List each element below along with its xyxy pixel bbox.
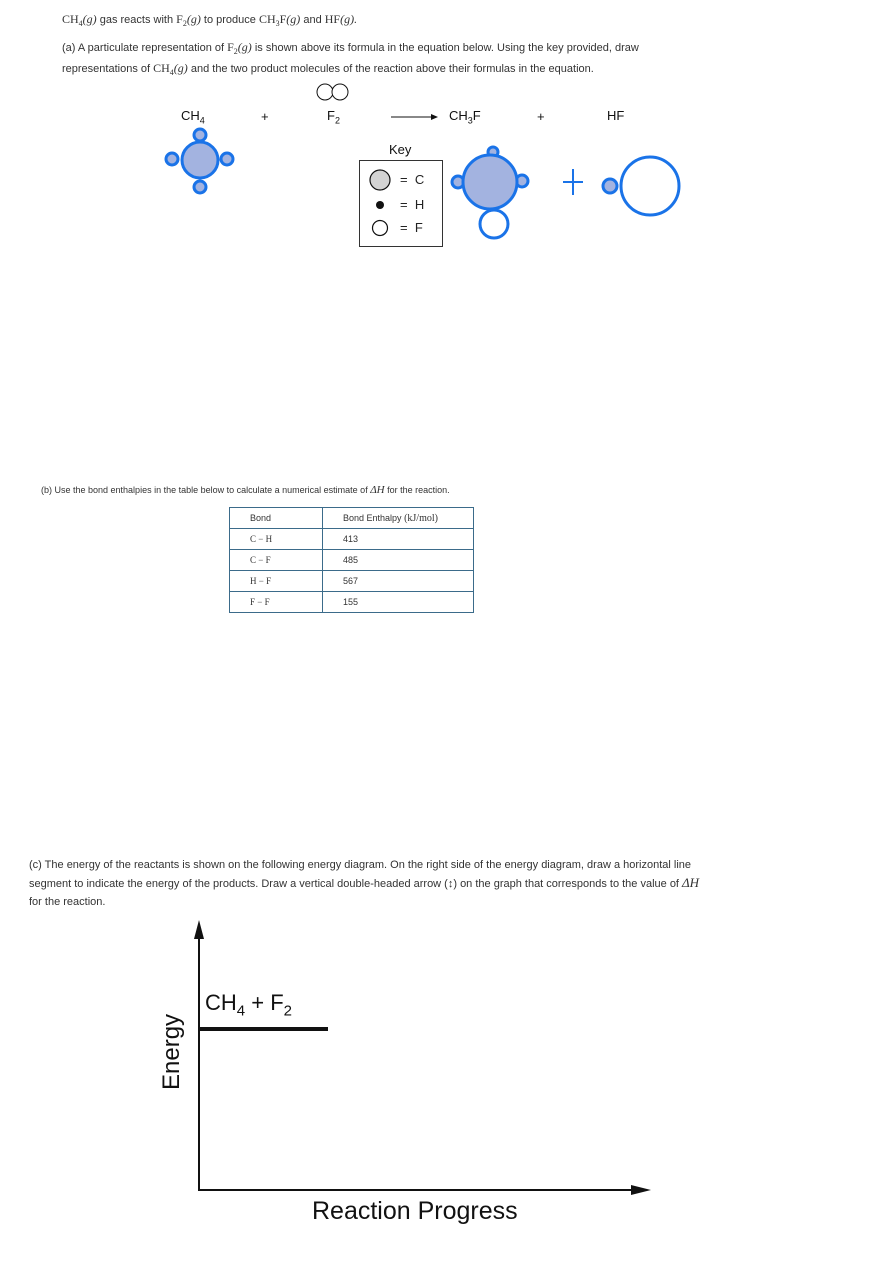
bond-enthalpy-table — [229, 507, 474, 613]
x-axis — [199, 1185, 651, 1195]
hydrogen-key-icon — [376, 201, 384, 209]
hf-drawn-molecule — [603, 157, 679, 215]
key-row-carbon: = C — [400, 172, 425, 187]
table-header-row — [230, 508, 474, 529]
part-c-prompt: (c) The energy of the reactants is shown on the following energy diagram. On the right side of the energy diagram, draw a horizontal line segment to indicate the energy of the products. Draw a vertical double-headed arrow (↕) on the graph that corresponds to the value of ΔH for the reaction. — [29, 859, 700, 908]
key-row-fluorine: = F — [400, 220, 423, 235]
reactant-label: $CH_4 + F_2$ — [205, 990, 292, 1020]
ch4-drawn-molecule — [166, 129, 233, 193]
y-axis — [194, 920, 204, 1191]
fluorine-key-icon — [373, 221, 388, 236]
carbon-key-icon — [370, 170, 390, 190]
reaction-arrow — [391, 114, 438, 120]
f2-molecule — [317, 84, 348, 100]
y-axis-label: Energy — [158, 1013, 185, 1090]
table-row: C − H 413 — [230, 529, 474, 550]
label-hf: HF — [607, 108, 625, 123]
table-row: H − F 567 — [230, 571, 474, 592]
table-row: F − F 155 — [230, 592, 474, 613]
plus-sign-1: + — [261, 109, 269, 124]
key-title: Key — [389, 142, 412, 157]
table-row: C − F 485 — [230, 550, 474, 571]
plus-sign-2: + — [537, 109, 545, 124]
header-bond: Bond — [230, 508, 323, 529]
part-a-prompt: (a) A particulate representation of $F_2(g)$ is shown above its formula in the equation below. Using the key provided, draw representations of $CH_4(g)$ and the two product molecules of the reaction above their formulas in the equation. — [62, 40, 639, 78]
label-ch3f: $CH_3F$ — [449, 108, 481, 126]
header-enthalpy: Bond Enthalpy (kJ/mol) — [323, 508, 474, 529]
handwritten-plus — [563, 169, 583, 195]
intro-sentence: $CH_4(g)$ gas reacts with $F_2(g)$ to produce $CH_3F(g)$ and HF(g). — [62, 12, 358, 29]
molecule-drawings — [0, 0, 888, 300]
ch3f-drawn-molecule — [452, 147, 528, 238]
key-box — [359, 142, 443, 247]
label-f2: $F_2$ — [327, 108, 340, 126]
x-axis-label: Reaction Progress — [312, 1197, 518, 1225]
key-row-hydrogen: = H — [400, 197, 425, 212]
part-b-prompt: (b) Use the bond enthalpies in the table below to calculate a numerical estimate of ΔH for the reaction. — [41, 484, 450, 496]
label-ch4: $CH_4$ — [181, 108, 205, 126]
